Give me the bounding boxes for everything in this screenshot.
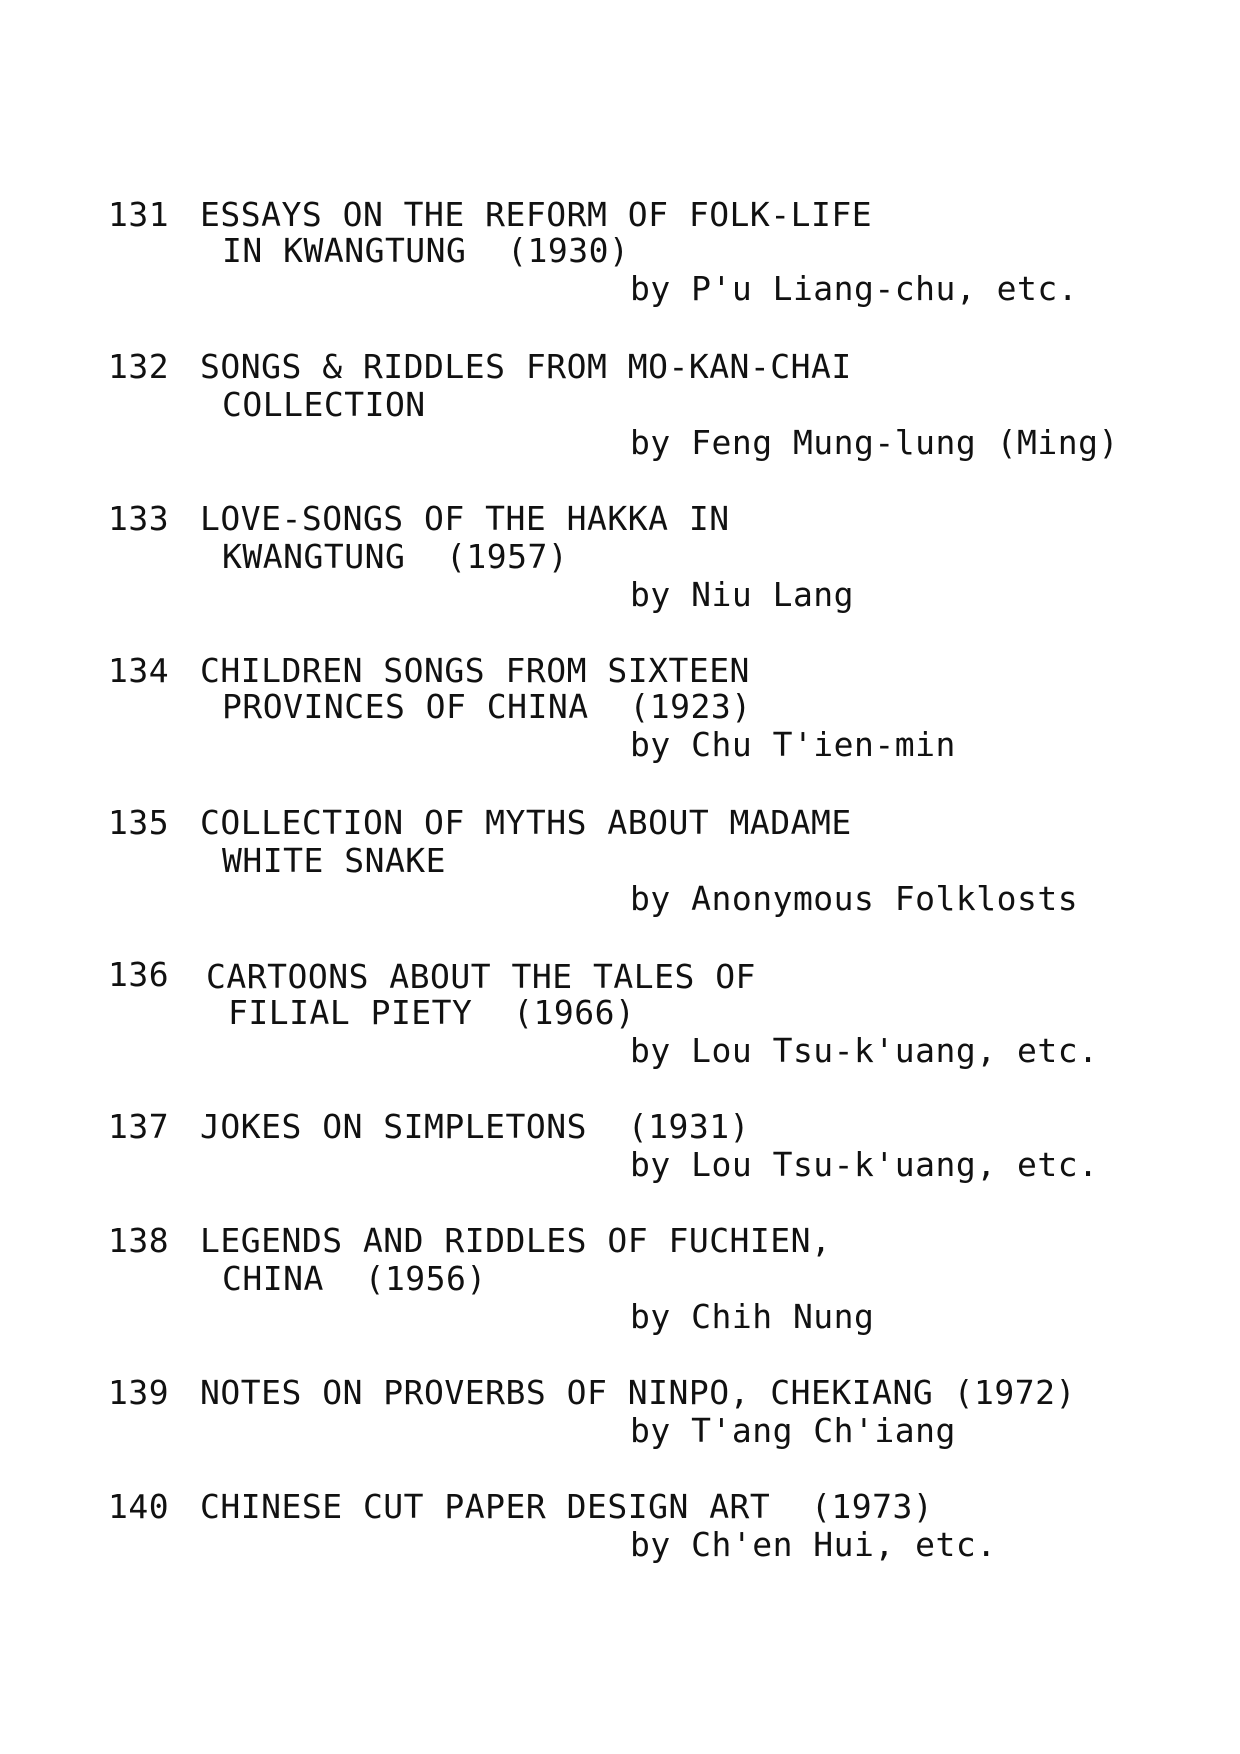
entry-title-line: CHINESE CUT PAPER DESIGN ART (1973) — [200, 1487, 934, 1526]
entry-number: 131 — [108, 195, 170, 234]
entry-number: 140 — [108, 1487, 170, 1526]
entry-title-line: CARTOONS ABOUT THE TALES OF — [206, 957, 756, 996]
entry-author: by P'u Liang-chu, etc. — [630, 269, 1079, 308]
entry-title-line: LOVE-SONGS OF THE HAKKA IN — [200, 499, 730, 538]
entry-title-line: ESSAYS ON THE REFORM OF FOLK-LIFE — [200, 195, 873, 234]
entry-title-line: FILIAL PIETY (1966) — [228, 993, 636, 1032]
entry-author: by T'ang Ch'iang — [630, 1411, 956, 1450]
entry-title-line: CHINA (1956) — [222, 1259, 487, 1298]
entry-author: by Ch'en Hui, etc. — [630, 1525, 997, 1564]
entry-number: 136 — [108, 955, 170, 994]
entry-author: by Lou Tsu-k'uang, etc. — [630, 1145, 1099, 1184]
entry-title-line: WHITE SNAKE — [222, 841, 447, 880]
entry-number: 134 — [108, 651, 170, 690]
entry-number: 139 — [108, 1373, 170, 1412]
entry-number: 137 — [108, 1107, 170, 1146]
entry-title-line: NOTES ON PROVERBS OF NINPO, CHEKIANG (1972) — [200, 1373, 1076, 1412]
entry-author: by Chih Nung — [630, 1297, 875, 1336]
entry-number: 133 — [108, 499, 170, 538]
entry-title-line: COLLECTION — [222, 385, 426, 424]
entry-author: by Chu T'ien-min — [630, 725, 956, 764]
entry-title-line: LEGENDS AND RIDDLES OF FUCHIEN, — [200, 1221, 832, 1260]
entry-title-line: PROVINCES OF CHINA (1923) — [222, 687, 752, 726]
entry-author: by Lou Tsu-k'uang, etc. — [630, 1031, 1099, 1070]
entry-title-line: IN KWANGTUNG (1930) — [222, 231, 630, 270]
entry-author: by Feng Mung-lung (Ming) — [630, 423, 1119, 462]
entry-title-line: SONGS & RIDDLES FROM MO-KAN-CHAI — [200, 347, 852, 386]
entry-number: 132 — [108, 347, 170, 386]
entry-title-line: KWANGTUNG (1957) — [222, 537, 569, 576]
entry-title-line: JOKES ON SIMPLETONS (1931) — [200, 1107, 750, 1146]
entry-number: 138 — [108, 1221, 170, 1260]
entry-author: by Niu Lang — [630, 575, 855, 614]
entry-author: by Anonymous Folklosts — [630, 879, 1079, 918]
entry-title-line: CHILDREN SONGS FROM SIXTEEN — [200, 651, 750, 690]
entry-number: 135 — [108, 803, 170, 842]
entry-title-line: COLLECTION OF MYTHS ABOUT MADAME — [200, 803, 852, 842]
